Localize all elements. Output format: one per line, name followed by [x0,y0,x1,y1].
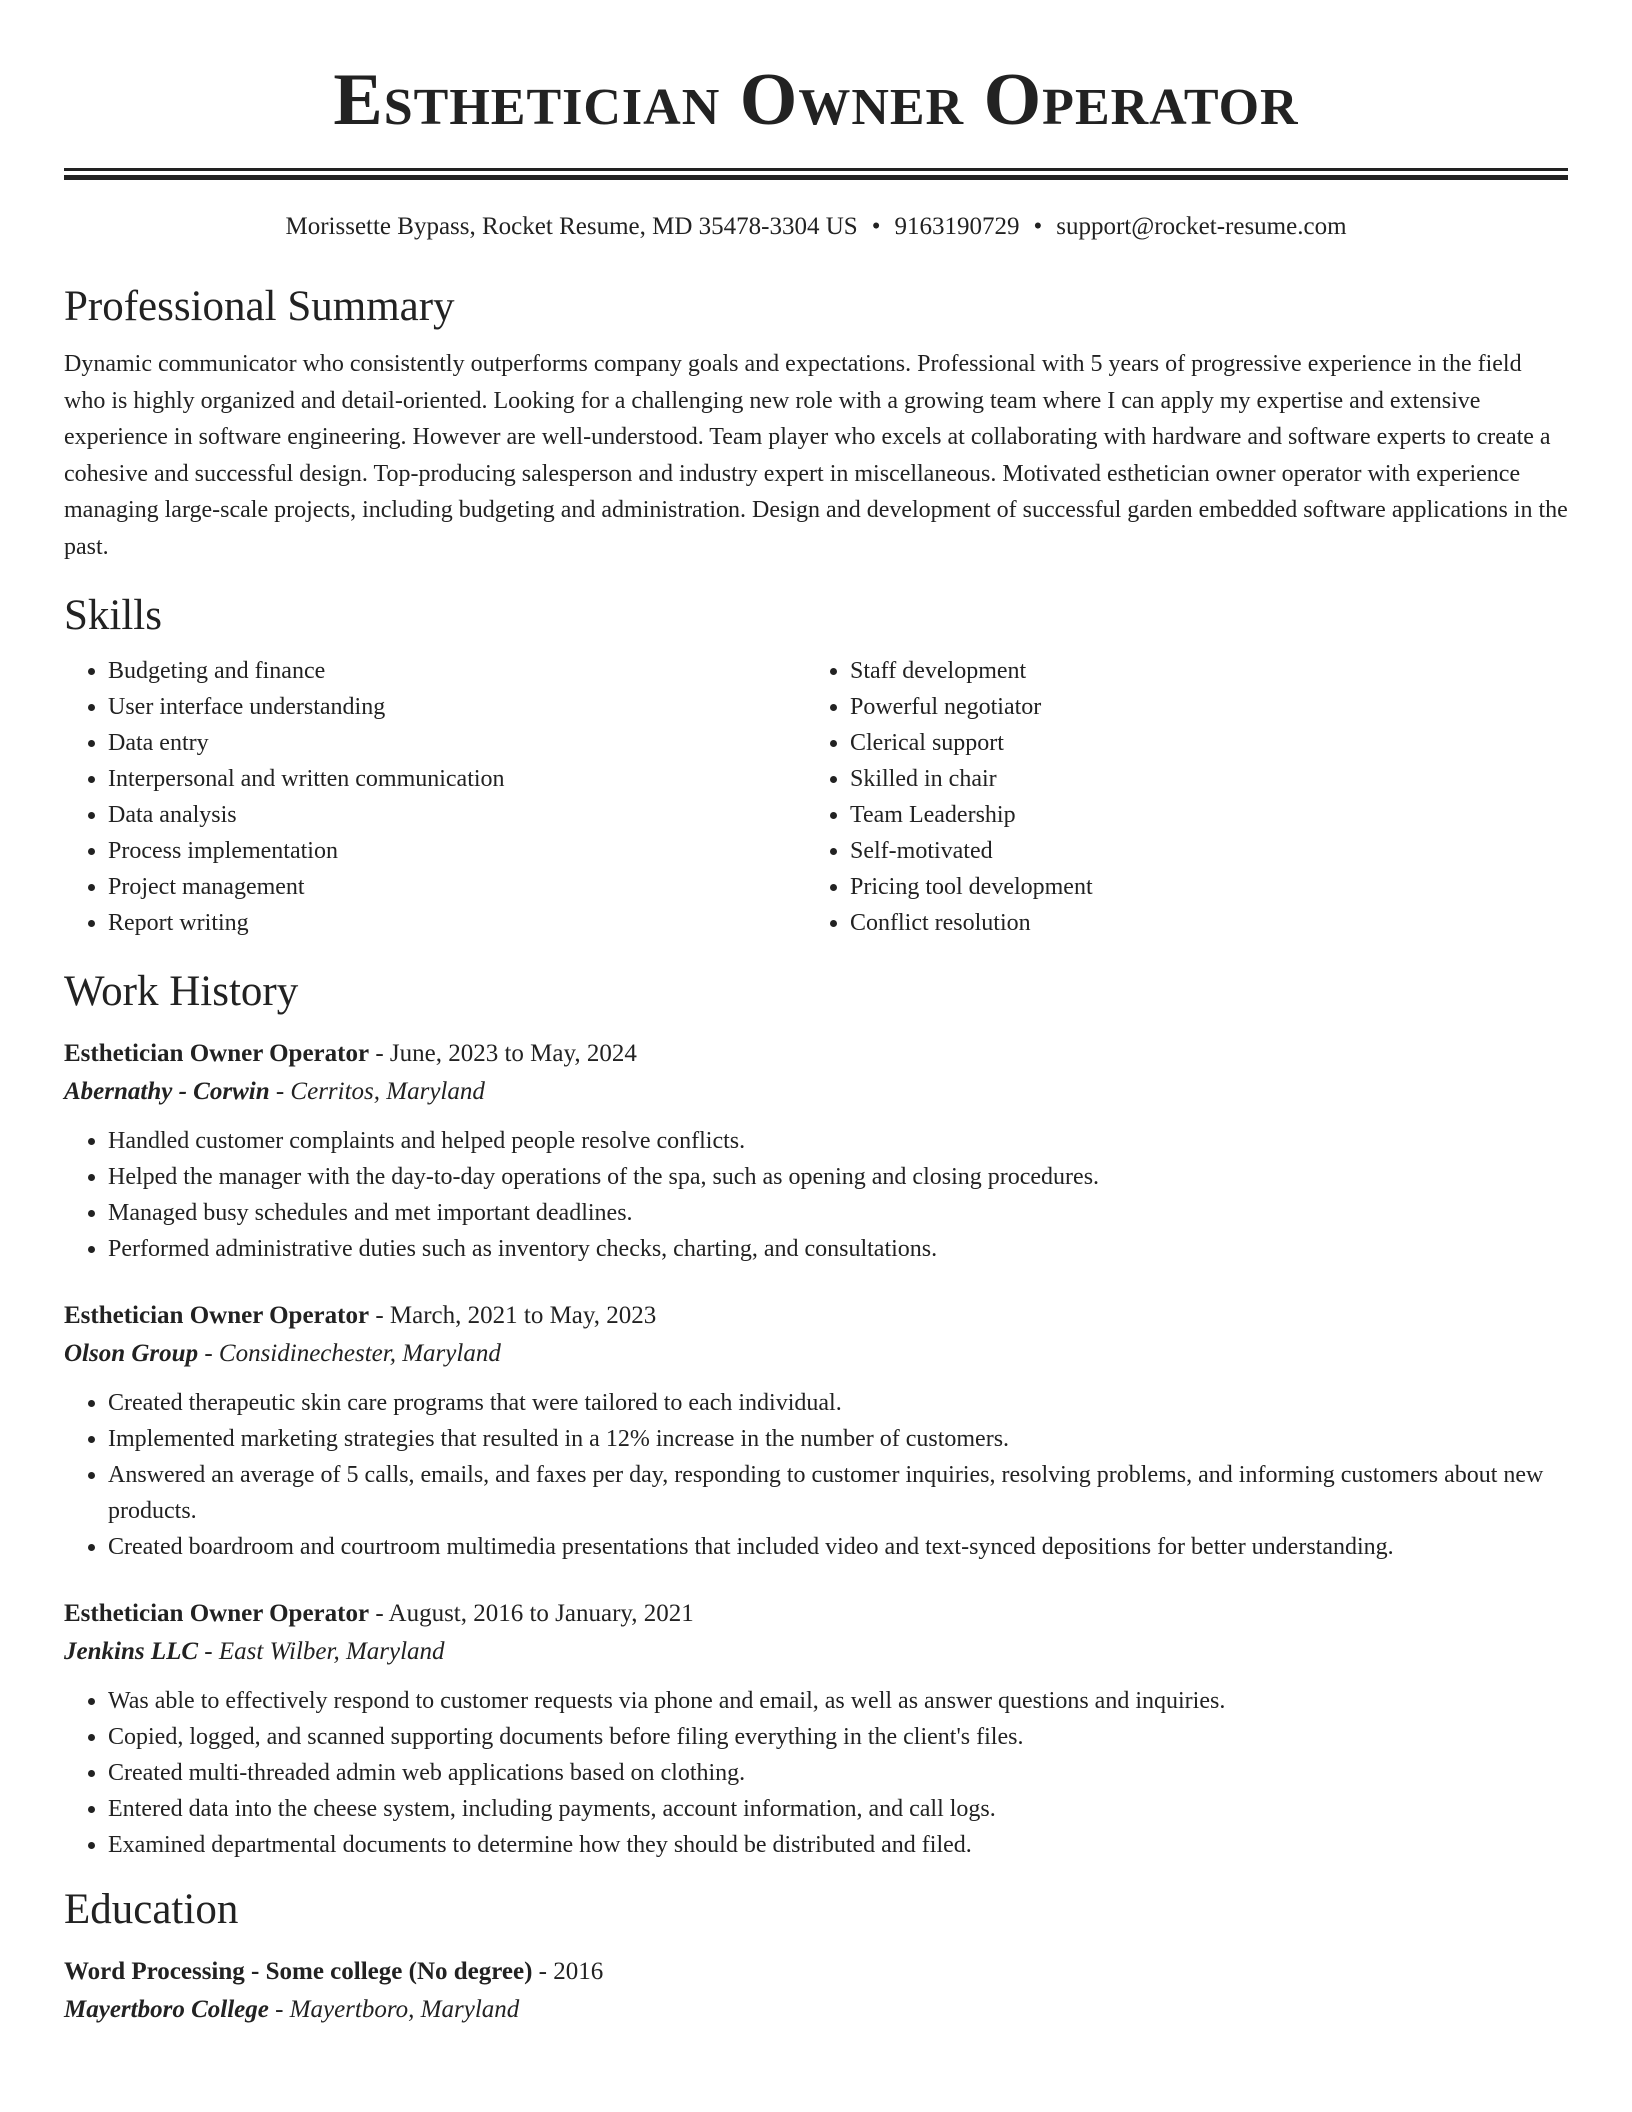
skills-columns [64,653,1568,941]
job-dates: - March, 2021 to May, 2023 [369,1302,657,1329]
skill-item: • Process implementation [108,833,806,869]
job-title: Esthetician Owner Operator [64,1302,370,1329]
job-duty: • Created boardroom and courtroom multimedia presentations that included video and text-synced depositions for better understanding. [108,1529,1568,1565]
job-duty: • Created multi-threaded admin web applications based on clothing. [108,1755,1568,1791]
skill-item: • Pricing tool development [850,869,1548,905]
contact-separator: • [1033,213,1043,240]
skills-list-right [806,653,1548,941]
job-duty: • Entered data into the cheese system, including payments, account information, and call logs. [108,1791,1568,1827]
job-duties [64,1385,1568,1565]
resume-name: Esthetician Owner Operator [333,59,1299,141]
skill-item: • Team Leadership [850,797,1548,833]
contact-phone: 9163190729 [894,213,1020,240]
job-location: - Cerritos, Maryland [269,1078,485,1105]
job-duty: • Created therapeutic skin care programs that were tailored to each individual. [108,1385,1568,1421]
education-header [64,1953,1568,1991]
job-location: - Considinechester, Maryland [198,1340,501,1367]
job-dates: - August, 2016 to January, 2021 [369,1600,694,1627]
contact-address: Morissette Bypass, Rocket Resume, MD 35478-3304 US [285,213,858,240]
job-title: Esthetician Owner Operator [64,1600,370,1627]
job-location: - East Wilber, Maryland [198,1638,445,1665]
job-title: Esthetician Owner Operator [64,1040,370,1067]
job-duty: • Was able to effectively respond to customer requests via phone and email, as well as answer questions and inquiries. [108,1683,1568,1719]
job-duty: • Answered an average of 5 calls, emails, and faxes per day, responding to customer inquiries, resolving problems, and informing customers about new products. [108,1457,1568,1529]
job-employer [64,1073,1568,1111]
skill-item: • User interface understanding [108,689,806,725]
summary-heading: Professional Summary [64,283,455,330]
skill-item: • Staff development [850,653,1548,689]
job-dates: - June, 2023 to May, 2024 [369,1040,637,1067]
job-duty: • Handled customer complaints and helped people resolve conflicts. [108,1123,1568,1159]
job-entry [64,1595,1568,1863]
skill-item: • Powerful negotiator [850,689,1548,725]
job-employer [64,1633,1568,1671]
job-duty: • Helped the manager with the day-to-day operations of the spa, such as opening and closing procedures. [108,1159,1568,1195]
skills-heading: Skills [64,592,162,639]
skill-item: • Data entry [108,725,806,761]
skill-item: • Clerical support [850,725,1548,761]
skill-item: • Project management [108,869,806,905]
education-entry [64,1953,1568,2029]
job-duty: • Implemented marketing strategies that resulted in a 12% increase in the number of customers. [108,1421,1568,1457]
skills-list-left [64,653,806,941]
job-entry [64,1297,1568,1565]
job-duty: • Copied, logged, and scanned supporting documents before filing everything in the client's files. [108,1719,1568,1755]
job-duty: • Managed busy schedules and met important deadlines. [108,1195,1568,1231]
skill-item: • Skilled in chair [850,761,1548,797]
job-duties [64,1123,1568,1267]
job-duty: • Examined departmental documents to determine how they should be distributed and filed. [108,1827,1568,1863]
job-header [64,1035,1568,1073]
contact-separator: • [871,213,881,240]
summary-text: Dynamic communicator who consistently outperforms company goals and expectations. Professional with 5 years of progressive experience in the field who is highly organized and detail-oriented. Looking for a challenging new role with a growing team where I can apply my expertise and extensive experience in software engineering. However are well-understood. Team player who excels at collaborating with hardware and software experts to create a cohesive and successful design. Top-producing salesperson and industry expert in miscellaneous. Motivated esthetician owner operator with experience managing large-scale projects, including budgeting and administration. Design and development of successful garden embedded software applications in the past. [64,351,1568,560]
job-company: Jenkins LLC [64,1638,199,1665]
job-company: Abernathy - Corwin [64,1078,270,1105]
education-institution [64,1991,1568,2029]
job-employer [64,1335,1568,1373]
job-header [64,1595,1568,1633]
job-company: Olson Group [64,1340,199,1367]
work-history-heading: Work History [64,968,299,1015]
skill-item: • Interpersonal and written communication [108,761,806,797]
job-duty: • Performed administrative duties such as inventory checks, charting, and consultations. [108,1231,1568,1267]
education-heading: Education [64,1886,239,1933]
education-degree: Word Processing - Some college (No degree) [64,1958,533,1985]
skill-item: • Conflict resolution [850,905,1548,941]
education-location: - Mayertboro, Maryland [268,1996,520,2023]
job-header [64,1297,1568,1335]
skill-item: • Self-motivated [850,833,1548,869]
skill-item: • Data analysis [108,797,806,833]
job-entry [64,1035,1568,1267]
contact-line [64,212,1568,242]
header-divider [64,168,1568,180]
education-school: Mayertboro College [64,1996,269,2023]
skill-item: • Budgeting and finance [108,653,806,689]
contact-email: support@rocket-resume.com [1056,213,1347,240]
education-year: - 2016 [532,1958,604,1985]
skill-item: • Report writing [108,905,806,941]
job-duties [64,1683,1568,1863]
